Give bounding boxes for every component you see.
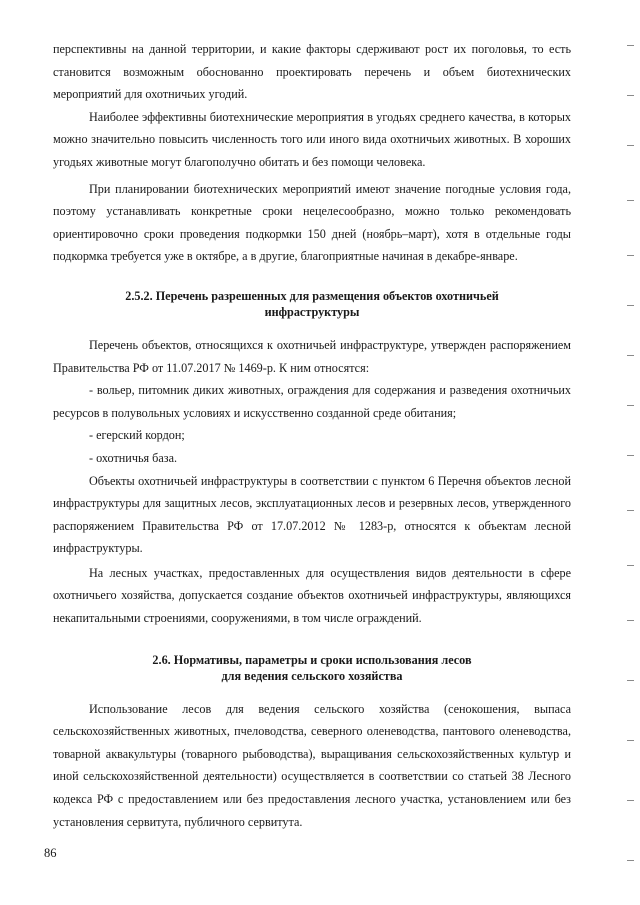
page-number: 86 (44, 846, 57, 860)
scan-mark (627, 145, 634, 146)
scan-mark (627, 355, 634, 356)
scan-mark (627, 680, 634, 681)
paragraph-intro: Перечень объектов, относящихся к охотничьей инфраструктуре, утвержден распоряжением Правительства РФ от 11.07.2017 № 1469-р. К ним относятся: (53, 337, 571, 375)
scan-mark (627, 255, 634, 256)
section-heading-line: для ведения сельского хозяйства (221, 668, 403, 683)
scan-mark (627, 455, 634, 456)
paragraph-agriculture: Использование лесов для ведения сельского хозяйства (сенокошения, выпаса сельскохозяйственных животных, пчеловодства, северного оленеводства, пантового оленеводства, товарной аквакультуры (товарного рыбоводства), выращивания сельскохозяйственных культур и иной сельскохозяйственной деятельности) осуществляется в соответствии со статьей 38 Лесного кодекса РФ с предоставлением или без предоставления лесного участка, установлением или без установления сервитута, публичного сервитута. (53, 701, 571, 829)
scan-mark (627, 740, 634, 741)
paragraph-1: перспективны на данной территории, и какие факторы сдерживают рост их поголовья, то есть становится возможным обоснованно проектировать перечень и объем биотехнических мероприятий для охотничьих угодий. (53, 42, 571, 102)
scan-mark (627, 305, 634, 306)
section-heading-2-5-2 (53, 288, 571, 320)
section-heading-line: 2.6. Нормативы, параметры и сроки использования лесов (152, 652, 472, 667)
section-heading-2-6 (53, 652, 571, 684)
scan-margin-marks (610, 0, 640, 905)
list-item: - охотничья база. (89, 450, 178, 465)
section-heading-line: 2.5.2. Перечень разрешенных для размещения объектов охотничьей (125, 288, 499, 303)
document-page (53, 38, 571, 833)
paragraph-infrastructure: Объекты охотничьей инфраструктуры в соответствии с пунктом 6 Перечня объектов лесной инфраструктуры для защитных лесов, эксплуатационных лесов и резервных лесов, утвержденного распоряжением Правительства РФ от 17.07.2012 № 1283-р, относятся к объектам лесной инфраструктуры. (53, 473, 571, 556)
paragraph-2: Наиболее эффективны биотехнические мероприятия в угодьях среднего качества, в которых можно значительно повысить численность того или иного вида охотничьих животных. В хороших угодьях животные могут благополучно обитать и без помощи человека. (53, 109, 571, 169)
list-item: - вольер, питомник диких животных, ограждения для содержания и разведения охотничьих ресурсов в полувольных условиях и искусственно созданной среде обитания; (53, 383, 571, 420)
section-heading-line: инфраструктуры (264, 304, 360, 319)
scan-mark (627, 620, 634, 621)
paragraph-3: При планировании биотехнических мероприятий имеют значение погодные условия года, поэтому устанавливать конкретные сроки нецелесообразно, можно только рекомендовать ориентировочно сроки проведения подкормки 150 дней (ноябрь–март), хотя в отдельные годы подкормка требуется уже в октябре, а в другие, благоприятные начиная в декабре-январе. (53, 181, 571, 264)
scan-mark (627, 95, 634, 96)
scan-mark (627, 860, 634, 861)
paragraph-forest-plots: На лесных участках, предоставленных для осуществления видов деятельности в сфере охотничьего хозяйства, допускается создание объектов охотничьей инфраструктуры, являющихся некапитальными строениями, сооружениями, в том числе ограждений. (53, 565, 571, 626)
scan-mark (627, 45, 634, 46)
list-item: - егерский кордон; (89, 428, 185, 443)
scan-mark (627, 200, 634, 201)
scan-mark (627, 510, 634, 511)
scan-mark (627, 405, 634, 406)
scan-mark (627, 800, 634, 801)
scan-mark (627, 565, 634, 566)
